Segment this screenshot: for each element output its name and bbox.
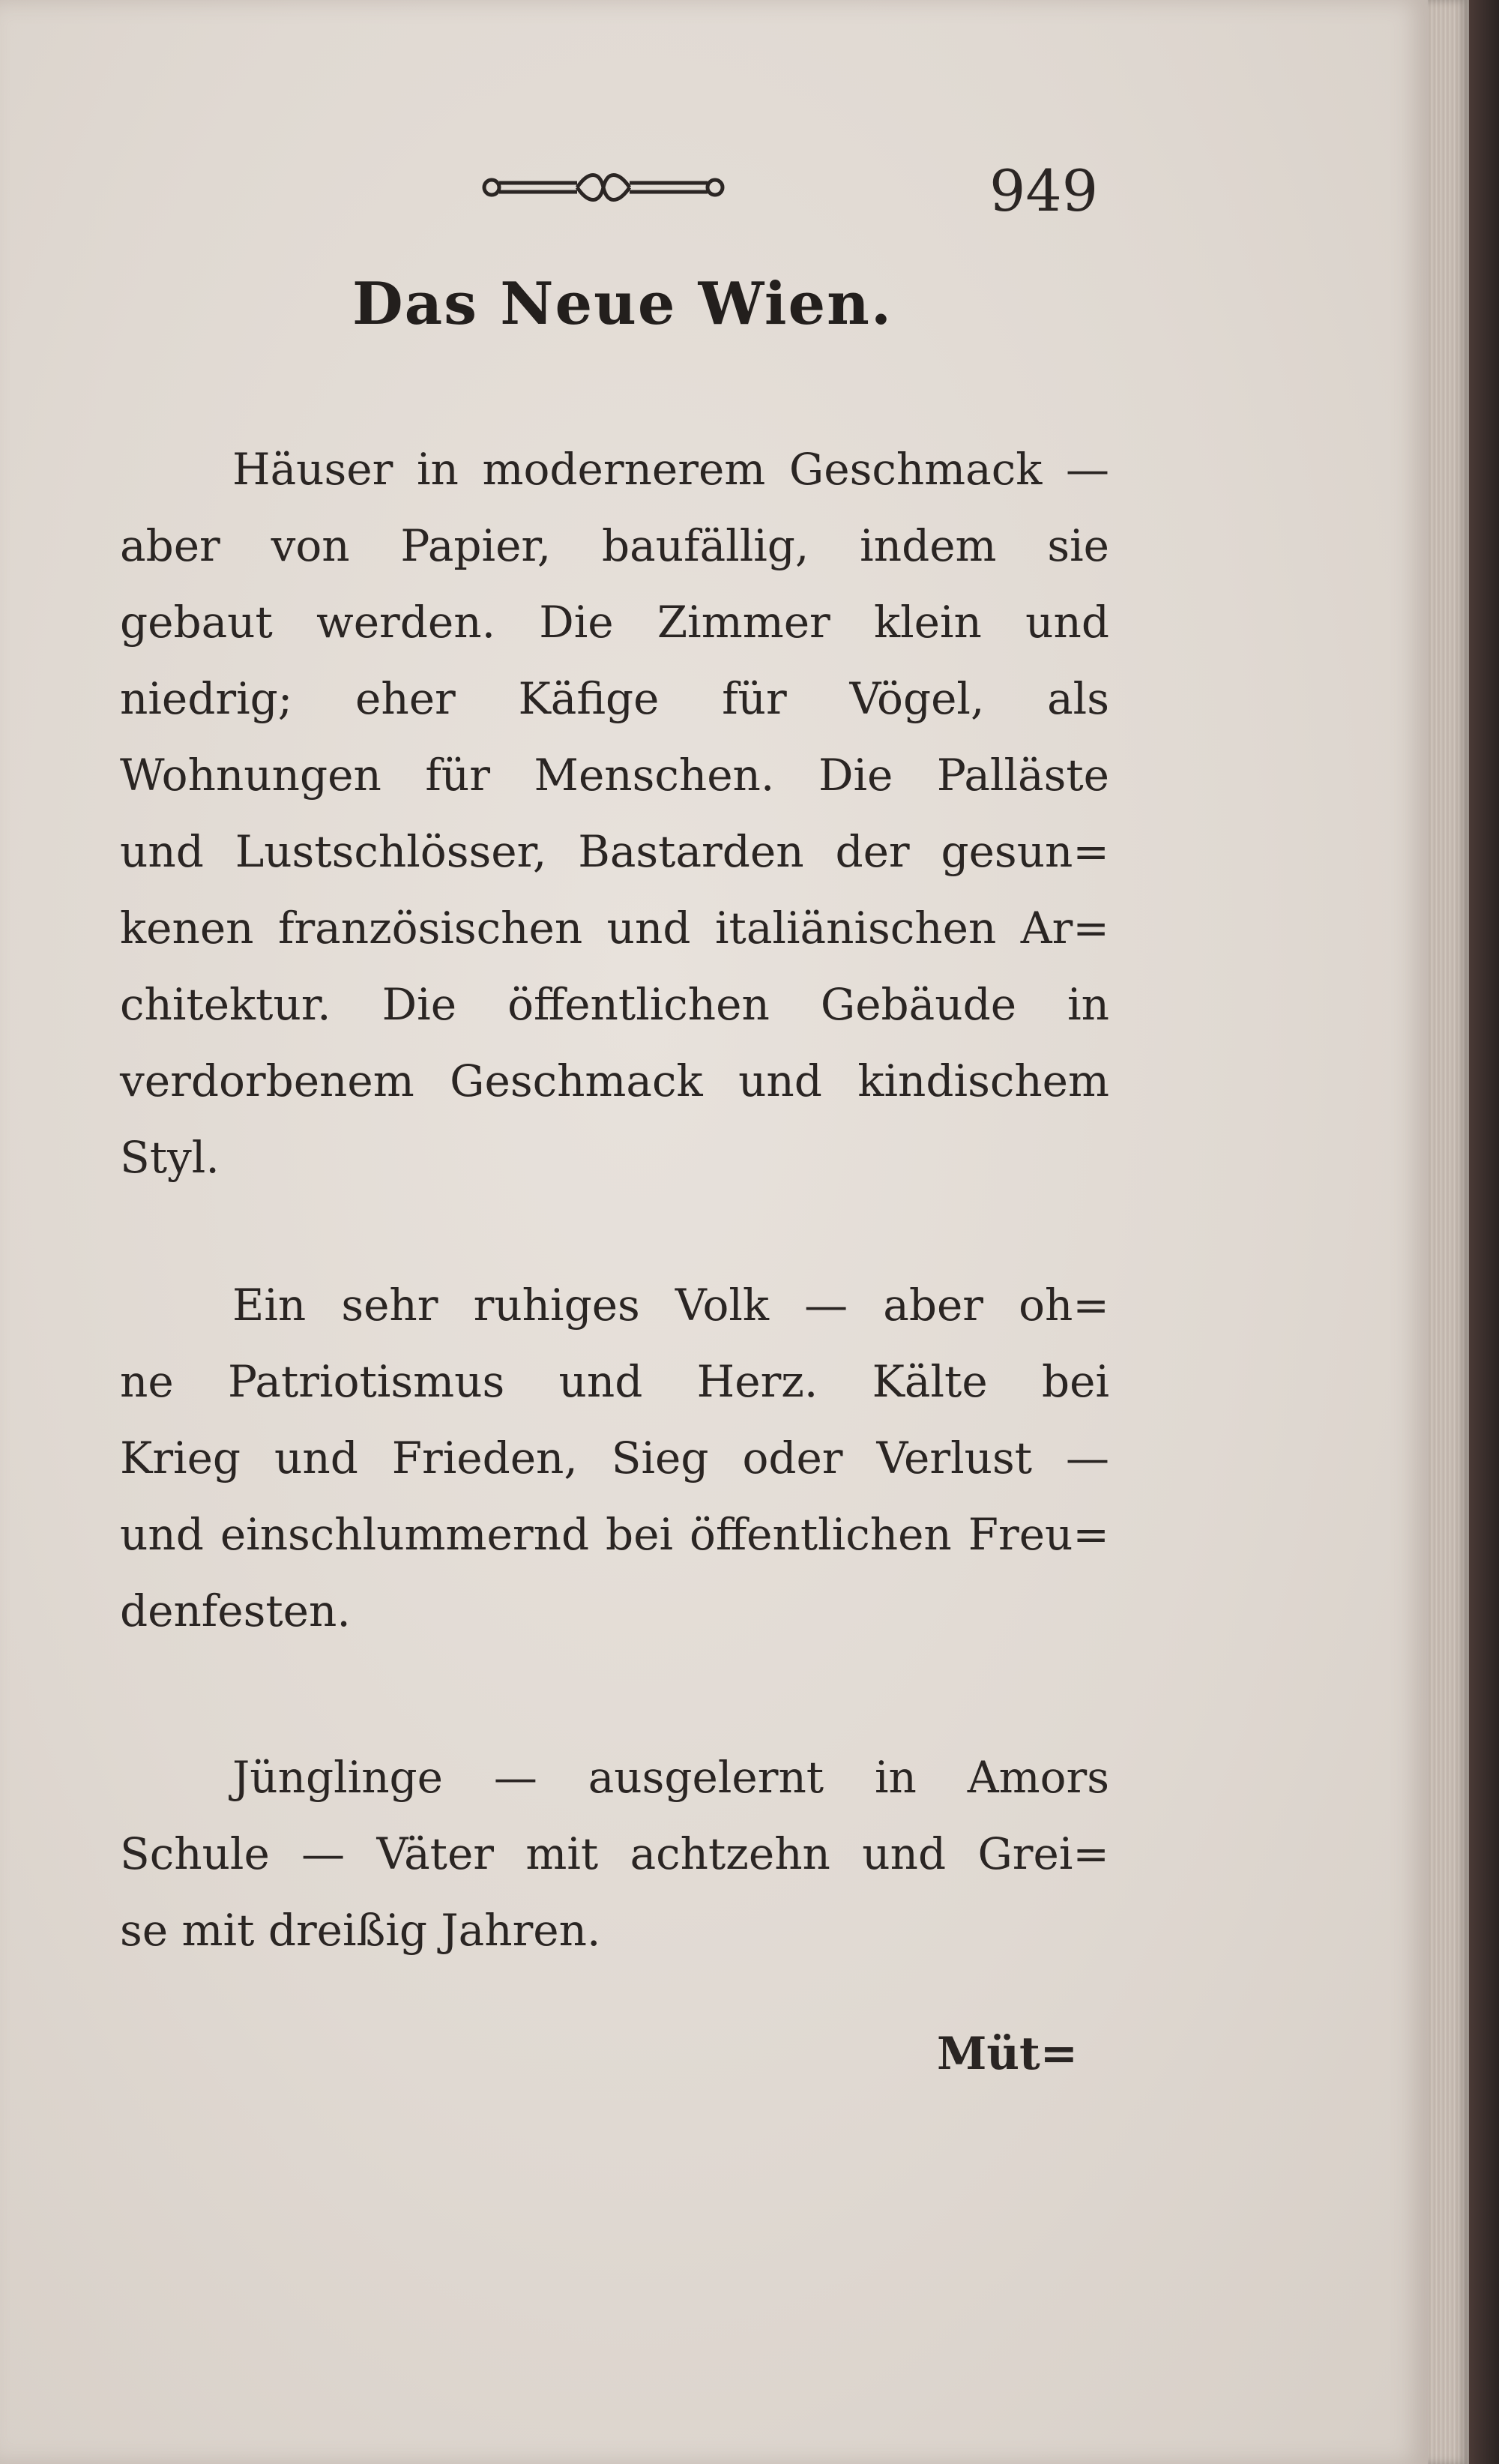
text-line: denfesten.	[120, 1585, 351, 1636]
text-line: und einschlummernd bei öffentlichen Freu=	[120, 1509, 1109, 1560]
text-line: se mit dreißig Jahren.	[120, 1905, 601, 1956]
text-line: Jünglinge — ausgelernt in Amors	[232, 1752, 1109, 1803]
catchword: Müt=	[937, 2028, 1079, 2080]
text-line: chitektur. Die öffentlichen Gebäude in	[120, 979, 1109, 1030]
text-line: Häuser in modernerem Geschmack —	[232, 444, 1109, 495]
text-line: ne Patriotismus und Herz. Kälte bei	[120, 1356, 1109, 1407]
text-line: und Lustschlösser, Bastarden der gesun=	[120, 826, 1109, 877]
paragraph-youths	[120, 1739, 1109, 1969]
page-edge-stack	[1428, 0, 1469, 2464]
text-line: niedrig; eher Käfige für Vögel, als	[120, 673, 1109, 724]
page-number: 949	[989, 157, 1099, 224]
text-line: Wohnungen für Menschen. Die Palläste	[120, 750, 1109, 801]
text-line: kenen französischen und italiänischen Ar=	[120, 903, 1109, 954]
text-line: Krieg und Frieden, Sieg oder Verlust —	[120, 1433, 1109, 1483]
paragraph-people	[120, 1267, 1109, 1649]
printer-ornament-icon	[480, 166, 727, 208]
text-line: verdorbenem Geschmack und kindischem	[120, 1055, 1109, 1106]
text-line: Styl.	[120, 1132, 220, 1183]
paragraph-houses	[120, 431, 1109, 1196]
section-title: Das Neue Wien.	[352, 270, 893, 338]
text-line: gebaut werden. Die Zimmer klein und	[120, 597, 1109, 648]
book-cover-edge	[1469, 0, 1499, 2464]
text-line: Schule — Väter mit achtzehn und Grei=	[120, 1828, 1109, 1879]
text-line: aber von Papier, baufällig, indem sie	[120, 520, 1109, 571]
text-line: Ein sehr ruhiges Volk — aber oh=	[232, 1280, 1109, 1331]
